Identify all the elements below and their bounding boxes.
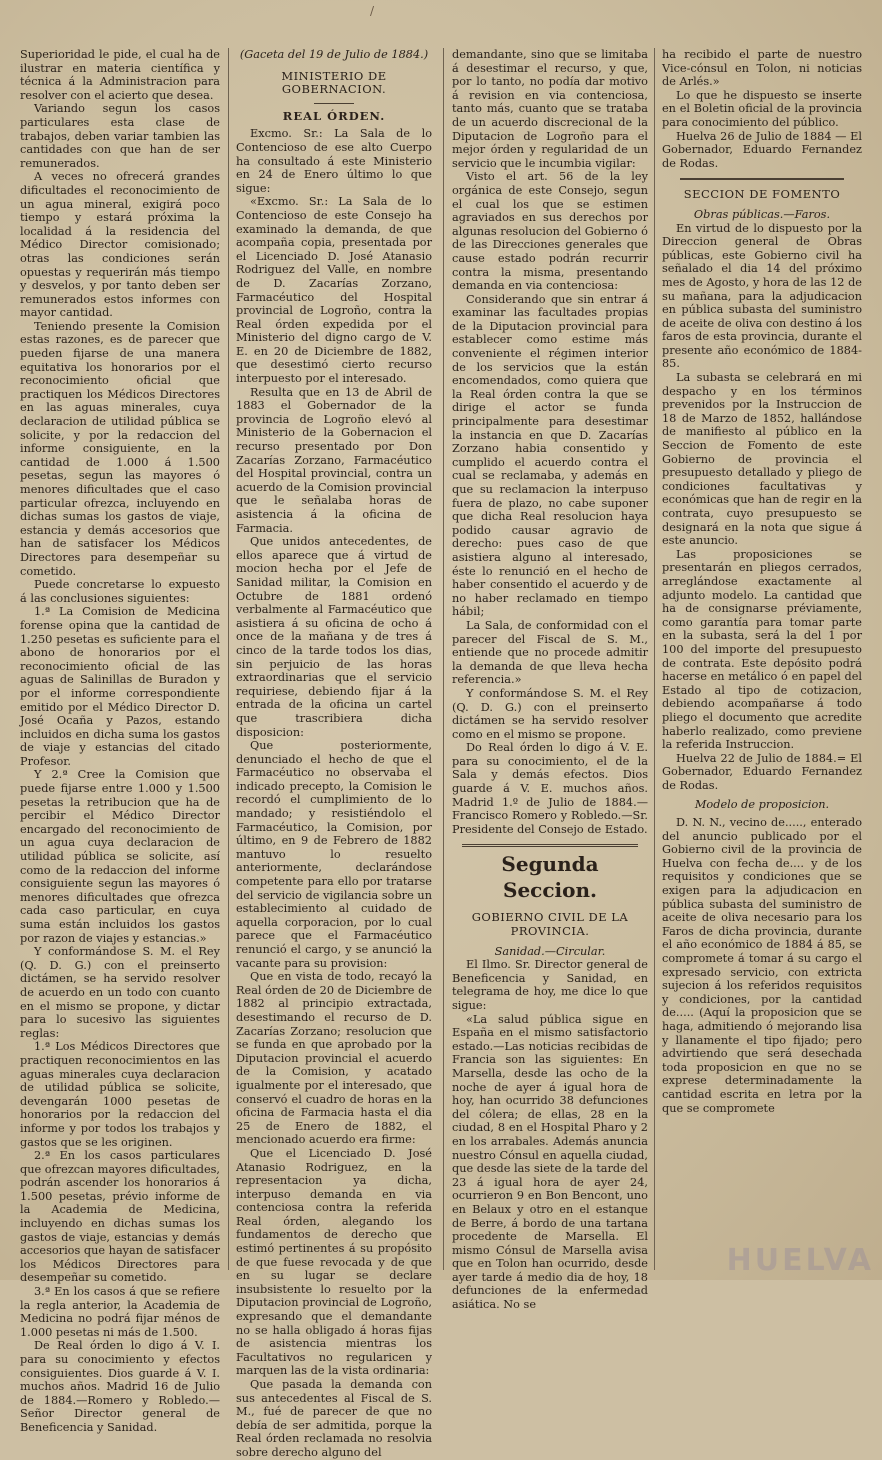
paragraph: Superioridad le pide, el cual ha de ilustrar en materia científica y técnica á la Administracion para resolver con el acierto que desea. (20, 48, 220, 102)
column-2 (236, 48, 432, 1459)
paragraph: En virtud de lo dispuesto por la Direccion general de Obras públicas, este Gobierno civil ha señalado el dia 14 del próximo mes de Agosto, y hora de las 12 de su mañana, para la adjudicacion en pública subasta del suministro de aceite de oliva con destino á los faros de esta provincia, durante el presente año económico de 1884-85. (662, 221, 862, 371)
section-divider (680, 178, 844, 180)
paragraph: Y conformándose S. M. el Rey (Q. D. G.) con el preinserto dictámen se ha servido resolver como en el mismo se propone. (452, 686, 648, 741)
paragraph: De Real órden lo digo á V. I. para su conocimiento y efectos consiguientes. Dios guarde á V. I. muchos años. Madrid 16 de Julio de 1884.—Romero y Robledo.—Señor Director general de Beneficencia y Sanidad. (20, 1339, 220, 1434)
paragraph: Huelva 26 de Julio de 1884 — El Gobernador, Eduardo Fernandez de Rodas. (662, 129, 862, 170)
top-mark: / (370, 4, 375, 18)
paragraph: Huelva 22 de Julio de 1884.= El Gobernador, Eduardo Fernandez de Rodas. (662, 751, 862, 792)
order-heading: REAL ÓRDEN. (282, 108, 386, 123)
column-rule (443, 48, 444, 1270)
paragraph: Y conformándose S. M. el Rey (Q. D. G.) con el preinserto dictámen, se ha servido resolver de acuerdo en un todo con cuanto en el mismo se propone, y dictar para lo sucesivo las siguientes reglas: (20, 945, 220, 1040)
column-3 (452, 48, 648, 1312)
subheading: Sanidad.—Circular. (494, 944, 606, 958)
paragraph: Do Real órden lo digo á V. E. para su conocimiento, el de la Sala y demás efectos. Dios guarde á V. E. muchos años. Madrid 1.º de Julio de 1884.—Francisco Romero y Robledo.—Sr. Presidente del Consejo de Estado. (452, 741, 648, 836)
column-1 (20, 48, 221, 1434)
paragraph: El Ilmo. Sr. Director general de Beneficencia y Sanidad, en telegrama de hoy, me dice lo que sigue: (452, 958, 648, 1012)
paragraph: Excmo. Sr.: La Sala de lo Contencioso de ese alto Cuerpo ha consultado á este Ministerio en 24 de Enero último lo que sigue: (236, 127, 432, 195)
paragraph: Teniendo presente la Comision estas razones, es de parecer que pueden fijarse de una manera equitativa los honorarios por el reconocimiento oficial que practiquen los Médicos Directores en las aguas minerales, cuya declaracion de utilidad pública se solicite, y por la redaccion del informe consiguiente, en la cantidad de 1.000 á 1.500 pesetas, segun las mayores ó menores dificultades que el caso particular ofrezca, incluyendo en dichas sumas los gastos de viaje, estancia y demás accesorios que han de satisfacer los Médicos Directores para desempeñar su cometido. (20, 319, 220, 578)
section-divider (462, 844, 638, 847)
paragraph: demandante, sino que se limitaba á desestimar el recurso, y que, por lo tanto, no podía dar motivo á revision en via contenciosa, tanto más, cuanto que se trataba de un acuerdo discrecional de la Diputacion de Logroño para el mejor órden y regularidad de un servicio que le incumbia vigilar: (452, 48, 648, 170)
paragraph: La subasta se celebrará en mi despacho y en los términos prevenidos por la Instruccion de 18 de Marzo de 1852, hallándose de manifiesto al público en la Seccion de Fomento de este Gobierno de provincia el presupuesto detallado y pliego de condiciones facultativas y económicas que han de regir en la contrata, cuyo presupuesto se designará en la nota que sigue á este anuncio. (662, 371, 862, 548)
divider (314, 103, 354, 104)
section-heading: Segunda Seccion. (501, 852, 599, 903)
paragraph: Que posteriormente, denunciado el hecho de que el Farmacéutico no observaba el indicado precepto, la Comision le recordó el cumplimiento de lo mandado; y resistiéndolo el Farmacéutico, la Comision, por último, en 9 de Febrero de 1882 mantuvo lo resuelto anteriormente, declarándose competente para ello por tratarse del servicio de vigilancia sobre un establecimiento al cuidado de aquella corporacion, por lo cual parece que el Farmacéutico renunció el cargo, y se anunció la vacante para su provision: (236, 739, 432, 970)
paragraph: Que el Licenciado D. José Atanasio Rodriguez, en la representacion ya dicha, interpuso demanda en via contenciosa contra la referida Real órden, alegando los fundamentos de derecho que estimó pertinentes á su propósito de que fuese revocada y de que en su lugar se declare insubsistente lo resuelto por la Diputacion provincial de Logroño, expresando que el demandante no se halla obligado á horas fijas de asistencia mientras los Facultativos no regularicen y marquen las de la vista ordinaria: (236, 1146, 432, 1378)
paragraph: La Sala, de conformidad con el parecer del Fiscal de S. M., entiende que no procede admitir la demanda de que lleva hecha referencia.» (452, 618, 648, 687)
paragraph: Puede concretarse lo expuesto á las conclusiones siguientes: (20, 578, 220, 605)
subheading: Obras públicas.—Faros. (693, 207, 831, 221)
column-rule (228, 48, 229, 1270)
paragraph: Considerando que sin entrar á examinar las facultades propias de la Diputacion provincial para establecer como estime más conveniente el régimen interior de los servicios que la están encomendados, como quiera que la Real órden contra la que se dirige el actor se funda principalmente para desestimar la instancia en que D. Zacarías Zorzano habia consentido y cumplido el acuerdo contra el cual se reclamaba, y además en que su reclamacion la interpuso fuera de plazo, no cabe suponer que dicha Real resolucion haya podido causar agravio de derecho: pues caso de que asistiera alguno al interesado, éste lo renunció en el hecho de haber consentido el acuerdo y de no haber reclamado en tiempo hábil; (452, 292, 648, 619)
model-heading: Modelo de proposicion. (694, 798, 830, 812)
paragraph: «Excmo. Sr.: La Sala de lo Contencioso de este Consejo ha examinado la demanda, de que acompaña copia, presentada por el Licenciado D. José Atanasio Rodriguez del Valle, en nombre de D. Zacarías Zorzano, Farmacéutico del Hospital provincial de Logroño, contra la Real órden expedida por el Ministerio del digno cargo de V. E. en 20 de Diciembre de 1882, que desestimó cierto recurso interpuesto por el interesado. (236, 195, 432, 386)
paragraph: Que pasada la demanda con sus antecedentes al Fiscal de S. M., fué de parecer de que no debía de ser admitida, porque la Real órden reclamada no resolvia sobre derecho alguno del (236, 1378, 432, 1459)
government-heading: GOBIERNO CIVIL DE LA PROVINCIA. (471, 910, 629, 939)
paragraph: Y 2.ª Cree la Comision que puede fijarse entre 1.000 y 1.500 pesetas la retribucion que ha de percibir el Médico Director encargado del reconocimiento de un agua cuya declaracion de utilidad pública se solicite, así como de la redaccion del informe consiguiente segun las mayores ó menores dificultades que ofrezca cada caso particular, en cuya suma están incluidos los gastos por razon de viajes y estancias.» (20, 768, 220, 945)
gazette-citation: (Gaceta del 19 de Julio de 1884.) (239, 48, 429, 61)
paragraph: Resulta que en 13 de Abril de 1883 el Gobernador de la provincia de Logroño elevó al Ministerio de la Gobernacion el recurso presentado por Don Zacarías Zorzano, Farmacéutico del Hospital provincial, contra un acuerdo de la Comision provincial que le señalaba horas de asistencia á la oficina de Farmacia. (236, 385, 432, 535)
paragraph: Lo que he dispuesto se inserte en el Boletin oficial de la provincia para conocimiento del público. (662, 88, 862, 129)
section-heading: SECCION DE FOMENTO (683, 187, 841, 202)
paragraph: «La salud pública sigue en España en el mismo satisfactorio estado.—Las noticias recibidas de Francia son las siguientes: En Marsella, desde las ocho de la noche de ayer á igual hora de hoy, han ocurrido 38 defunciones del cólera; de ellas, 28 en la ciudad, 8 en el Hospital Pharo y 2 en los arrabales. Además anuncia nuestro Cónsul en aquella ciudad, que desde las siete de la tarde del 23 á igual hora de ayer 24, ocurrieron 9 en Bon Bencont, uno en Belaux y otro en el estanque de Berre, á bordo de una tartana procedente de Marsella. El mismo Cónsul de Marsella avisa que en Tolon han ocurrido, desde ayer tarde á medio dia de hoy, 18 defunciones de la enfermedad asiática. No se (452, 1012, 648, 1312)
paragraph: 2.ª En los casos particulares que ofrezcan mayores dificultades, podrán ascender los honorarios á 1.500 pesetas, prévio informe de la Academia de Medicina, incluyendo en dichas sumas los gastos de viaje, estancias y demás accesorios que hayan de satisfacer los Médicos Directores para desempeñar su cometido. (20, 1149, 221, 1285)
paragraph: 1.ª Los Médicos Directores que practiquen reconocimientos en las aguas minerales cuya declaracion de utilidad pública se solicite, devengarán 1000 pesetas de honorarios por la redaccion del informe y por todos los trabajos y gastos que se les originen. (20, 1040, 220, 1149)
watermark: HUELVA (726, 1243, 874, 1278)
paragraph: A veces no ofrecerá grandes dificultades el reconocimiento de un agua mineral, exigirá poco tiempo y estará próxima la localidad á la residencia del Médico Director comisionado; otras las condiciones serán opuestas y requerirán más tiempo y desvelos, y por tanto deben ser remunerados estos informes con mayor cantidad. (20, 170, 220, 320)
paragraph: 1.ª La Comision de Medicina forense opina que la cantidad de 1.250 pesetas es suficiente para el abono de honorarios por el reconocimiento oficial de las aguas de Salinillas de Buradon y por el informe correspondiente emitido por el Médico Director D. José Ocaña y Pazos, estando incluidos en dicha suma los gastos de viaje y estancias del citado Profesor. (20, 605, 220, 768)
paragraph: 3.ª En los casos á que se refiere la regla anterior, la Academia de Medicina no podrá fijar ménos de 1.000 pesetas ni más de 1.500. (20, 1285, 220, 1339)
paragraph: Variando segun los casos particulares esta clase de trabajos, deben variar tambien las cantidades con que han de ser remunerados. (20, 102, 220, 170)
paragraph: Las proposiciones se presentarán en pliegos cerrados, arreglándose exactamente al adjunto modelo. La cantidad que ha de consignarse préviamente, como garantía para tomar parte en la subasta, será la del 1 por 100 del importe del presupuesto de contrata. Este depósito podrá hacerse en metálico ó en papel del Estado al tipo de cotizacion, debiendo acompañarse á todo pliego el documento que acredite haberlo realizado, como previene la referida Instruccion. (662, 547, 862, 752)
column-4 (662, 48, 862, 1270)
ministry-heading: MINISTERIO DE GOBERNACION. (281, 68, 387, 97)
paragraph: D. N. N., vecino de....., enterado del anuncio publicado por el Gobierno civil de la provincia de Huelva con fecha de.... y de los requisitos y condiciones que se exigen para la adjudicacion en pública subasta del suministro de aceite de oliva necesario para los Faros de dicha provincia, durante el año económico de 1884 á 85, se compromete á tomar á su cargo el expresado servicio, con extricta sujecion á los referidos requisitos y condiciones, por la cantidad de..... (Aquí la proposicion que se haga, admitiendo ó mejorando lisa y llanamente el tipo fijado; pero advirtiendo que será desechada toda proposicion en que no se exprese determinadamente la cantidad escrita en letra por la que se compromete (662, 816, 862, 1115)
paragraph: ha recibido el parte de nuestro Vice-cónsul en Tolon, ni noticias de Arlés.» (662, 48, 862, 89)
column-rule (654, 48, 655, 1270)
paragraph: Que unidos antecedentes, de ellos aparece que á virtud de mocion hecha por el Jefe de Sanidad militar, la Comision en Octubre de 1881 ordenó verbalmente al Farmacéutico que asistiera á su oficina de ocho á once de la mañana y de tres á cinco de la tarde todos los dias, sin perjuicio de las horas extraordinarias que el servicio requiriese, debiendo fijar á la entrada de la oficina un cartel que trascribiera dicha disposicion: (236, 535, 432, 739)
paragraph: Visto el art. 56 de la ley orgánica de este Consejo, segun el cual los que se estimen agraviados en sus derechos por algunas resolucion del Gobierno ó de las Direcciones generales que cause estado podrán recurrir contra la misma, presentando demanda en via contenciosa: (452, 170, 648, 293)
paragraph: Que en vista de todo, recayó la Real órden de 20 de Diciembre de 1882 al principio extractada, desestimando el recurso de D. Zacarías Zorzano; resolucion que se funda en que aprobado por la Diputacion provincial el acuerdo de la Comision, y acatado igualmente por el interesado, que conservó el cuadro de horas en la oficina de Farmacia hasta el dia 25 de Enero de 1882, el mencionado acuerdo era firme: (236, 970, 432, 1147)
